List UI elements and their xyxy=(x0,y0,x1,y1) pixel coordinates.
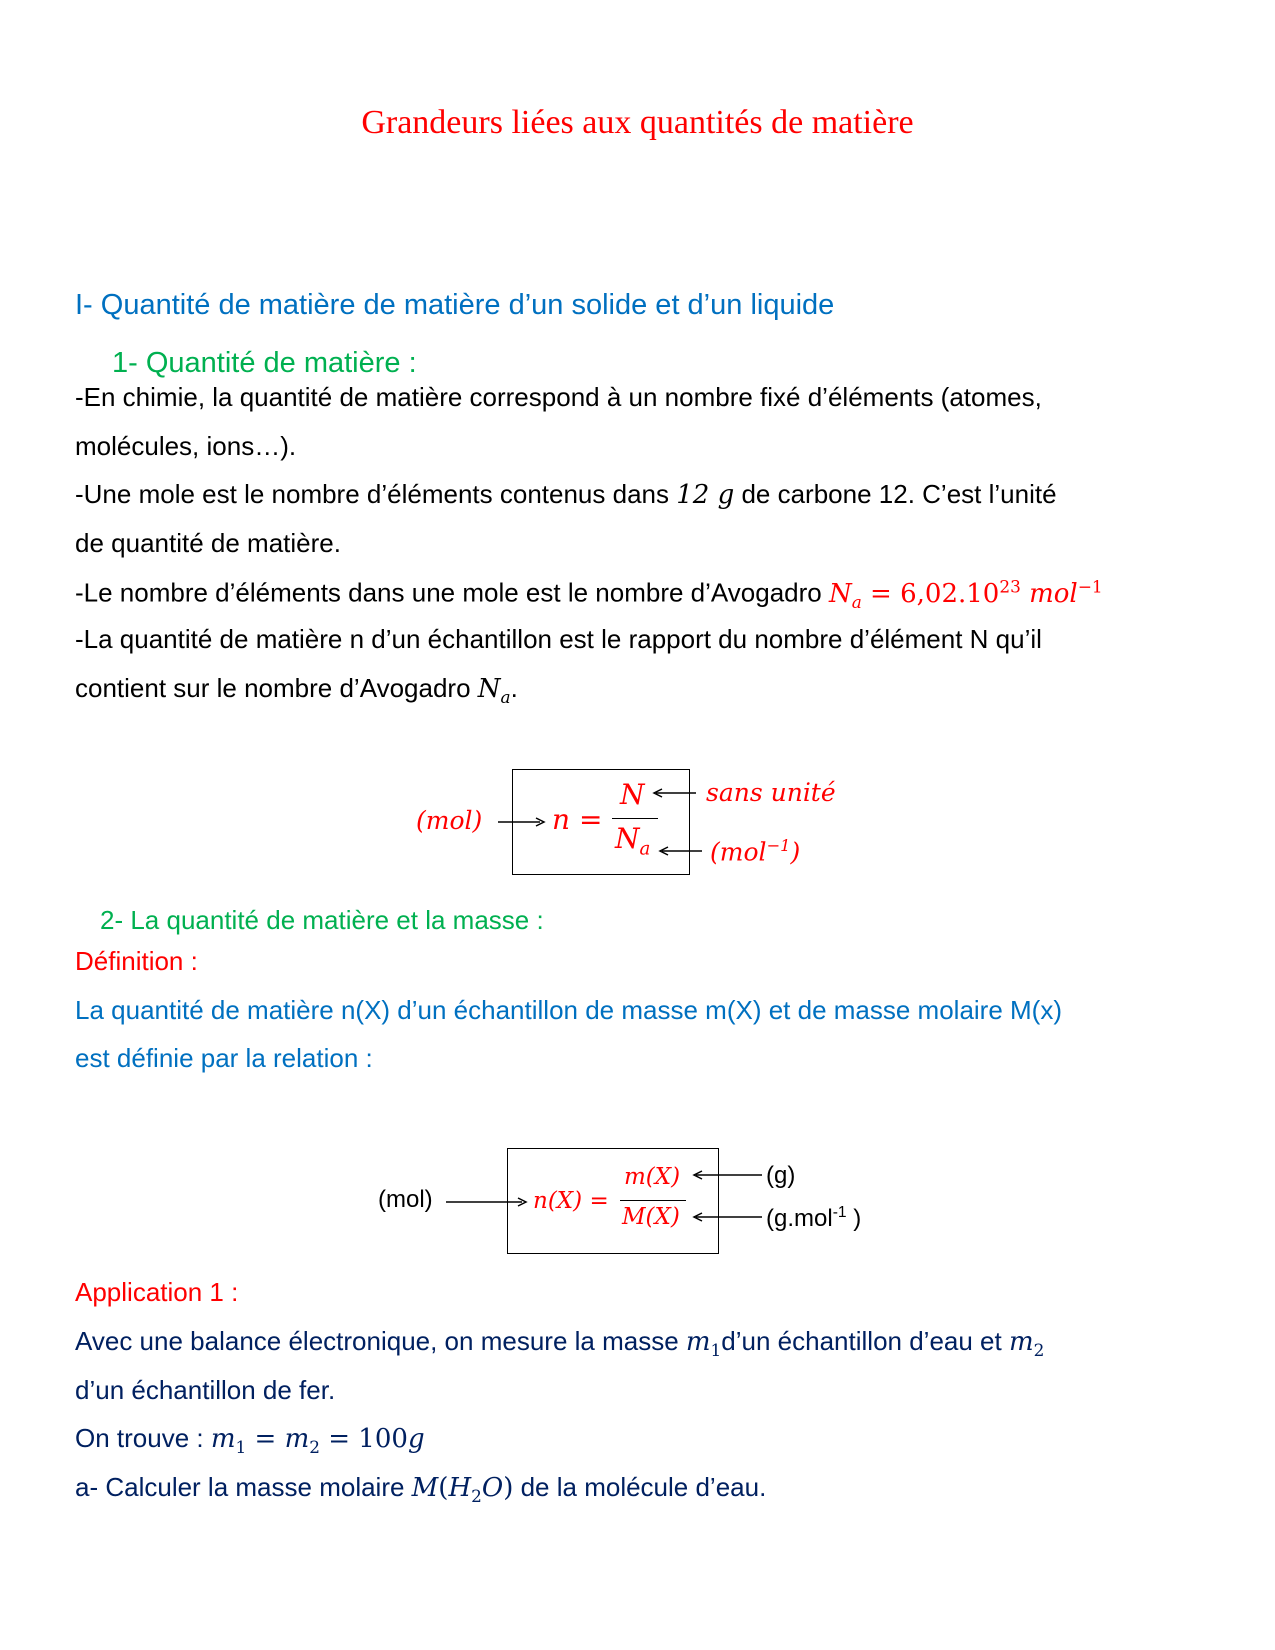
page-title: Grandeurs liées aux quantités de matière xyxy=(361,104,914,141)
arrow-left-icon xyxy=(690,1210,764,1224)
formula-lhs-n: n = xyxy=(552,803,603,836)
subsection-heading-1: 1- Quantité de matière : xyxy=(112,347,417,379)
label-mol-inverse: (mol$^{-1}$) xyxy=(710,836,801,867)
arrow-right-icon xyxy=(444,1195,532,1209)
paragraph-line: molécules, ions…). xyxy=(75,431,297,461)
paragraph-line: -Une mole est le nombre d’éléments contenus dans 12 g de carbone 12. C’est l’unité xyxy=(75,479,1057,510)
formula-numerator: m(X) xyxy=(624,1164,681,1190)
label-sans-unite: sans unité xyxy=(706,778,836,807)
application-line: d’un échantillon de fer. xyxy=(75,1375,336,1405)
formula-denominator-Na: $N_a$ xyxy=(615,822,651,860)
definition-line: La quantité de matière n(X) d’un échantillon de masse m(X) et de masse molaire M(x) xyxy=(75,995,1062,1025)
label-grams: (g) xyxy=(766,1162,796,1189)
paragraph-line: contient sur le nombre d’Avogadro $N_a$. xyxy=(75,673,518,708)
fraction-bar xyxy=(612,818,658,819)
application-line: On trouve : $m_1 = m_2 = 100g$ xyxy=(75,1423,425,1458)
arrow-left-icon xyxy=(650,786,698,800)
application-question: a- Calculer la masse molaire $M(H_2O)$ de la molécule d’eau. xyxy=(75,1472,767,1507)
arrow-left-icon xyxy=(656,844,704,858)
arrow-right-icon xyxy=(496,815,550,829)
unit-mol: (mol) xyxy=(416,806,483,835)
application-label: Application 1 : xyxy=(75,1277,239,1307)
section-heading-1: I- Quantité de matière de matière d’un solide et d’un liquide xyxy=(75,289,835,321)
arrow-left-icon xyxy=(690,1168,764,1182)
paragraph-line: -La quantité de matière n d’un échantillon est le rapport du nombre d’élément N qu’il xyxy=(75,624,1042,654)
paragraph-line-avogadro: -Le nombre d’éléments dans une mole est le nombre d’Avogadro $N_a = 6,02.10^{23}$ mol$^{-1}$ xyxy=(75,576,1103,612)
definition-label: Définition : xyxy=(75,946,198,976)
label-g-per-mol: (g.mol$^{-1}$ ) xyxy=(766,1204,862,1232)
formula-lhs: n(X) = xyxy=(533,1188,609,1214)
fraction-bar xyxy=(620,1200,686,1201)
unit-mol: (mol) xyxy=(378,1186,433,1213)
math-12g: 12 g xyxy=(676,480,735,510)
paragraph-line: -En chimie, la quantité de matière correspond à un nombre fixé d’éléments (atomes, xyxy=(75,382,1042,412)
definition-line: est définie par la relation : xyxy=(75,1043,373,1073)
formula-denominator: M(X) xyxy=(622,1204,680,1230)
application-line: Avec une balance électronique, on mesure la masse $m_1d’un$ échantillon d’eau et $m_2$ xyxy=(75,1326,1045,1361)
subsection-heading-2: 2- La quantité de matière et la masse : xyxy=(100,905,544,935)
formula-numerator-N: N xyxy=(620,778,645,811)
paragraph-line: de quantité de matière. xyxy=(75,528,341,558)
